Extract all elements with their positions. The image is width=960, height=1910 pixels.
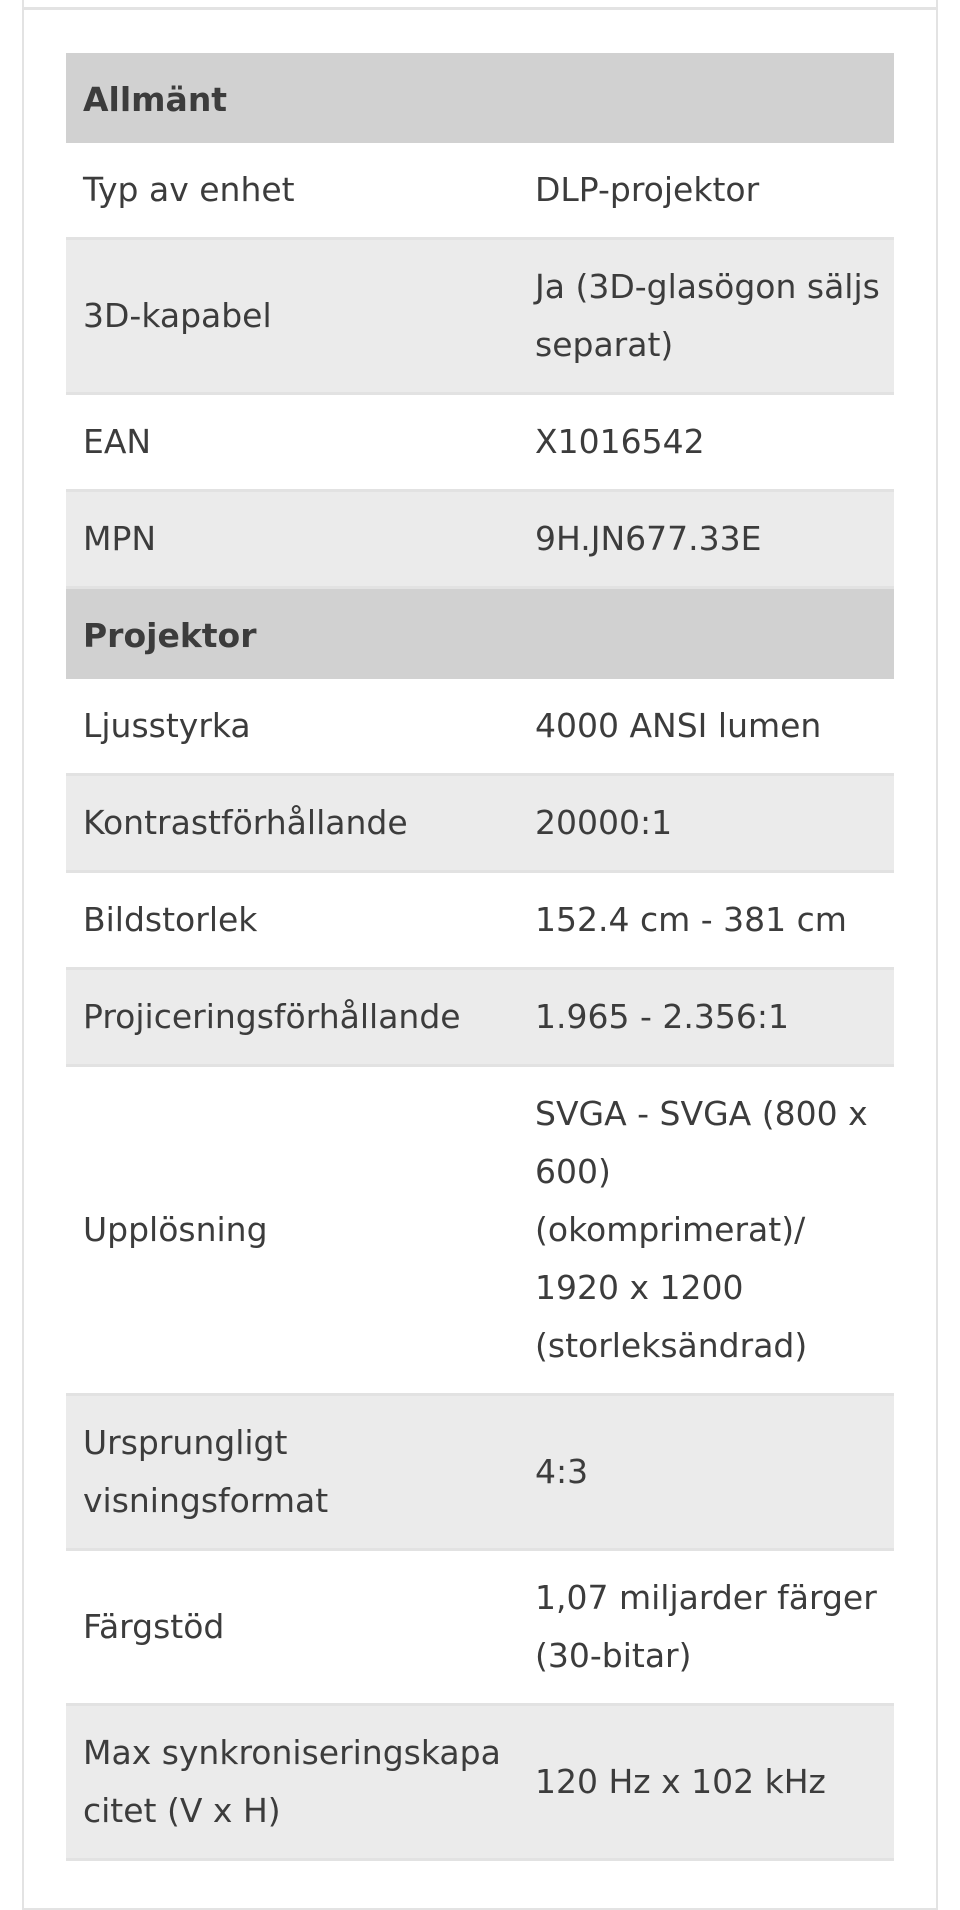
spec-label: Kontrastförhållande [83, 803, 408, 842]
spec-value: 9H.JN677.33E [535, 519, 762, 558]
spec-label: EAN [83, 422, 152, 461]
spec-label: Färgstöd [83, 1607, 225, 1646]
spec-value: X1016542 [535, 422, 705, 461]
table-row [66, 775, 894, 872]
table-row [66, 969, 894, 1066]
table-row [66, 394, 894, 491]
spec-value: 1.965 - 2.356:1 [535, 997, 789, 1036]
table-row [66, 1066, 894, 1395]
spec-label: Typ av enhet [83, 170, 295, 209]
specifications-table [66, 53, 894, 1861]
spec-label: Ljusstyrka [83, 706, 251, 745]
table-row [66, 143, 894, 239]
spec-value: 120 Hz x 102 kHz [535, 1762, 826, 1801]
spec-label: Projiceringsförhållande [83, 997, 461, 1036]
table-row [66, 872, 894, 969]
spec-label: Ursprungligt visningsformat [83, 1423, 329, 1520]
spec-value: DLP-projektor [535, 170, 760, 209]
table-row [66, 1705, 894, 1860]
spec-value: Ja (3D-glasögon säljs separat) [535, 267, 880, 364]
section-title: Projektor [66, 588, 518, 680]
spec-value: 152.4 cm - 381 cm [535, 900, 847, 939]
card-top-divider [22, 7, 938, 10]
table-row [66, 239, 894, 394]
spec-label: Upplösning [83, 1210, 268, 1249]
section-title-spacer [518, 588, 894, 680]
table-row [66, 491, 894, 588]
spec-label: MPN [83, 519, 157, 558]
table-row [66, 1395, 894, 1550]
spec-value: 4:3 [535, 1452, 589, 1491]
section-title-spacer [518, 53, 894, 143]
spec-label: 3D-kapabel [83, 296, 272, 335]
table-row [66, 679, 894, 775]
spec-label: Max synkroniseringskapacitet (V x H) [83, 1733, 501, 1830]
spec-value: 4000 ANSI lumen [535, 706, 822, 745]
section-title: Allmänt [66, 53, 518, 143]
section-header-allmant [66, 53, 894, 143]
table-row [66, 1550, 894, 1705]
spec-value: 20000:1 [535, 803, 673, 842]
spec-value: SVGA - SVGA (800 x 600) (okomprimerat)/ 1920 x 1200 (storleksändrad) [535, 1094, 868, 1365]
section-header-projektor [66, 588, 894, 680]
spec-label: Bildstorlek [83, 900, 258, 939]
spec-value: 1,07 miljarder färger (30-bitar) [535, 1578, 877, 1675]
